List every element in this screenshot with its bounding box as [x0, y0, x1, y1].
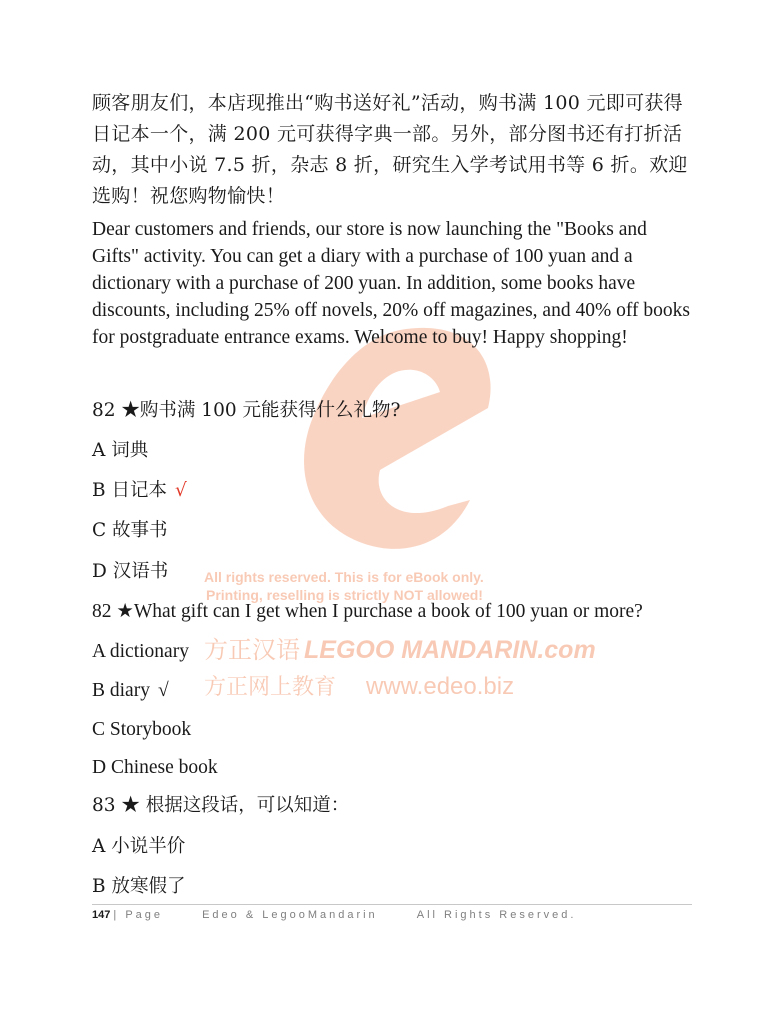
watermark-logo-e [304, 328, 491, 549]
correct-check-mark: √ [174, 480, 187, 501]
footer-rights: All Rights Reserved. [416, 909, 577, 921]
question-82-cn: 82 ★购书满 100 元能获得什么礼物? [92, 400, 401, 421]
option-b-en [92, 680, 169, 702]
watermark-brand-cn: 方正汉语 [204, 636, 300, 664]
option-c-en: C Storybook [92, 719, 192, 740]
option-b-q83: B 放寒假了 [92, 876, 186, 897]
page-label: | Page [113, 909, 164, 921]
option-d-cn: D 汉语书 [92, 561, 169, 582]
watermark-printing-line: Printing, reselling is strictly NOT allowed! [206, 587, 483, 603]
watermark-url: www.edeo.biz [366, 673, 515, 700]
correct-check-mark: √ [157, 680, 169, 701]
passage-english: Dear customers and friends, our store is now launching the "Books and Gifts" activity. You can get a diary with a purchase of 100 yuan and a dictionary with a purchase of 200 yuan. In addition, some books have discounts, including 25% off novels, 20% off magazines, and 40% off books for postgraduate entrance exams. Welcome to buy! Happy shopping! [92, 219, 690, 348]
option-c-cn: C 故事书 [92, 520, 168, 541]
question-82-en: 82 ★What gift can I get when I purchase a book of 100 yuan or more? [92, 601, 643, 622]
passage-chinese: 顾客朋友们，本店现推出“购书送好礼”活动，购书满 100 元即可获得日记本一个，满 200 元可获得字典一部。另外，部分图书还有打折活动，其中小说 7.5 折，杂志 8 折，研究生入学考试用书等 6 折。欢迎选购！祝您购物愉快！ [92, 92, 688, 207]
question-83-cn: 83 ★ 根据这段话，可以知道： [92, 795, 350, 816]
option-b-en-label: B diary [92, 680, 150, 701]
watermark-rights-line: All rights reserved. This is for eBook only. [204, 569, 484, 585]
option-b-cn [92, 480, 187, 502]
option-b-cn-label: B 日记本 [92, 480, 167, 501]
passage [92, 88, 692, 357]
watermark-brand-en: LEGOO MANDARIN.com [304, 636, 596, 664]
option-d-en: D Chinese book [92, 757, 218, 778]
watermark-brand-cn-2: 方正网上教育 [204, 675, 337, 700]
option-a-en: A dictionary [92, 641, 189, 662]
option-a-q83: A 小说半价 [92, 836, 186, 857]
page-footer [92, 909, 692, 921]
page-number: 147 [92, 909, 111, 921]
option-a-cn: A 词典 [92, 440, 149, 461]
footer-divider [92, 904, 692, 905]
footer-publisher: Edeo & LegooMandarin [202, 909, 378, 921]
